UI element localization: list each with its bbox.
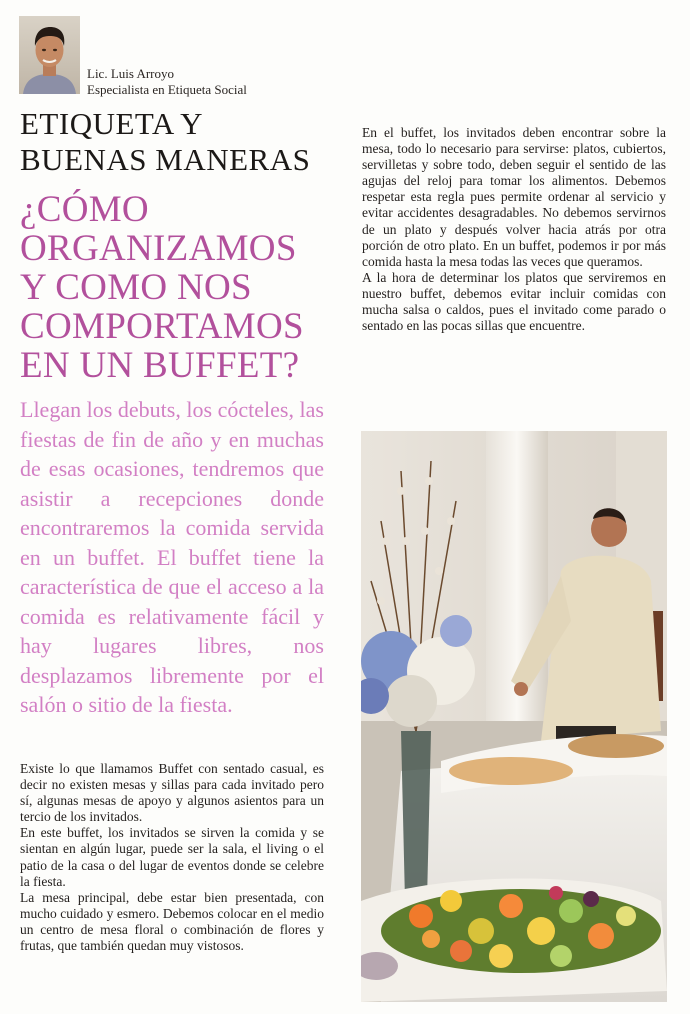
headline-line: ORGANIZAMOS — [20, 228, 297, 269]
body-paragraph: En el buffet, los invitados deben encontrar sobre la mesa, todo lo necesario para servirse: platos, cubiertos, servilletas y sobre todo, deben seguir el sentido de las agujas del reloj para tomar los alimentos. Debemos respetar esta regla pues permite ordenar al servicio y evitar accidentes desagradables. No debemos servirnos de un plato y después volver hacia atrás por otra porción de otro plato. En un buffet, podemos ir por más comida hasta la mesa todas las veces que queramos. — [362, 125, 666, 269]
author-title: Especialista en Etiqueta Social — [87, 82, 247, 97]
body-paragraph: En este buffet, los invitados se sirven la comida y se sientan en algún lugar, puede ser la sala, el living o el patio de la casa o del lugar de eventos donde se celebre la fiesta. — [20, 825, 324, 889]
body-paragraph: Existe lo que llamamos Buffet con sentado casual, es decir no existen mesas y sillas para cada invitado pero sí, algunas mesas de apoyo y algunos asientos para un tercio de los invitados. — [20, 761, 324, 825]
headline-line: COMPORTAMOS — [20, 306, 304, 347]
kicker-line: BUENAS MANERAS — [20, 142, 311, 177]
headline-line: EN UN BUFFET? — [20, 345, 300, 386]
lead-paragraph: Llegan los debuts, los cócteles, las fiestas de fin de año y en muchas de esas ocasiones, tendremos que asistir a recepciones donde encontraremos la comida servida en un buffet. El buffet tiene la característica de que el acceso a la comida es relativamente fácil y hay lugares libres, nos desplazamos libremente por el salón o sitio de la fiesta. — [20, 397, 324, 717]
body-paragraph: A la hora de determinar los platos que serviremos en nuestro buffet, debemos evitar incluir comidas con mucha salsa o caldos, pues el invitado come parado o sentado en las pocas sillas que encuentre. — [362, 269, 666, 334]
article-headline — [20, 190, 350, 385]
section-kicker — [20, 106, 310, 178]
headline-line: ¿CÓMO — [20, 189, 149, 230]
body-column-left — [20, 761, 324, 954]
headline-line: Y COMO NOS — [20, 267, 252, 308]
author-portrait — [19, 16, 80, 94]
body-column-right — [362, 125, 666, 334]
author-byline — [87, 66, 247, 98]
buffet-photo — [361, 431, 667, 1002]
kicker-line: ETIQUETA Y — [20, 106, 204, 141]
body-paragraph: La mesa principal, debe estar bien presentada, con mucho cuidado y esmero. Debemos colocar en el medio un centro de mesa floral o combinación de flores y frutas, que también quedan muy vistosos. — [20, 889, 324, 954]
author-name: Lic. Luis Arroyo — [87, 66, 175, 81]
